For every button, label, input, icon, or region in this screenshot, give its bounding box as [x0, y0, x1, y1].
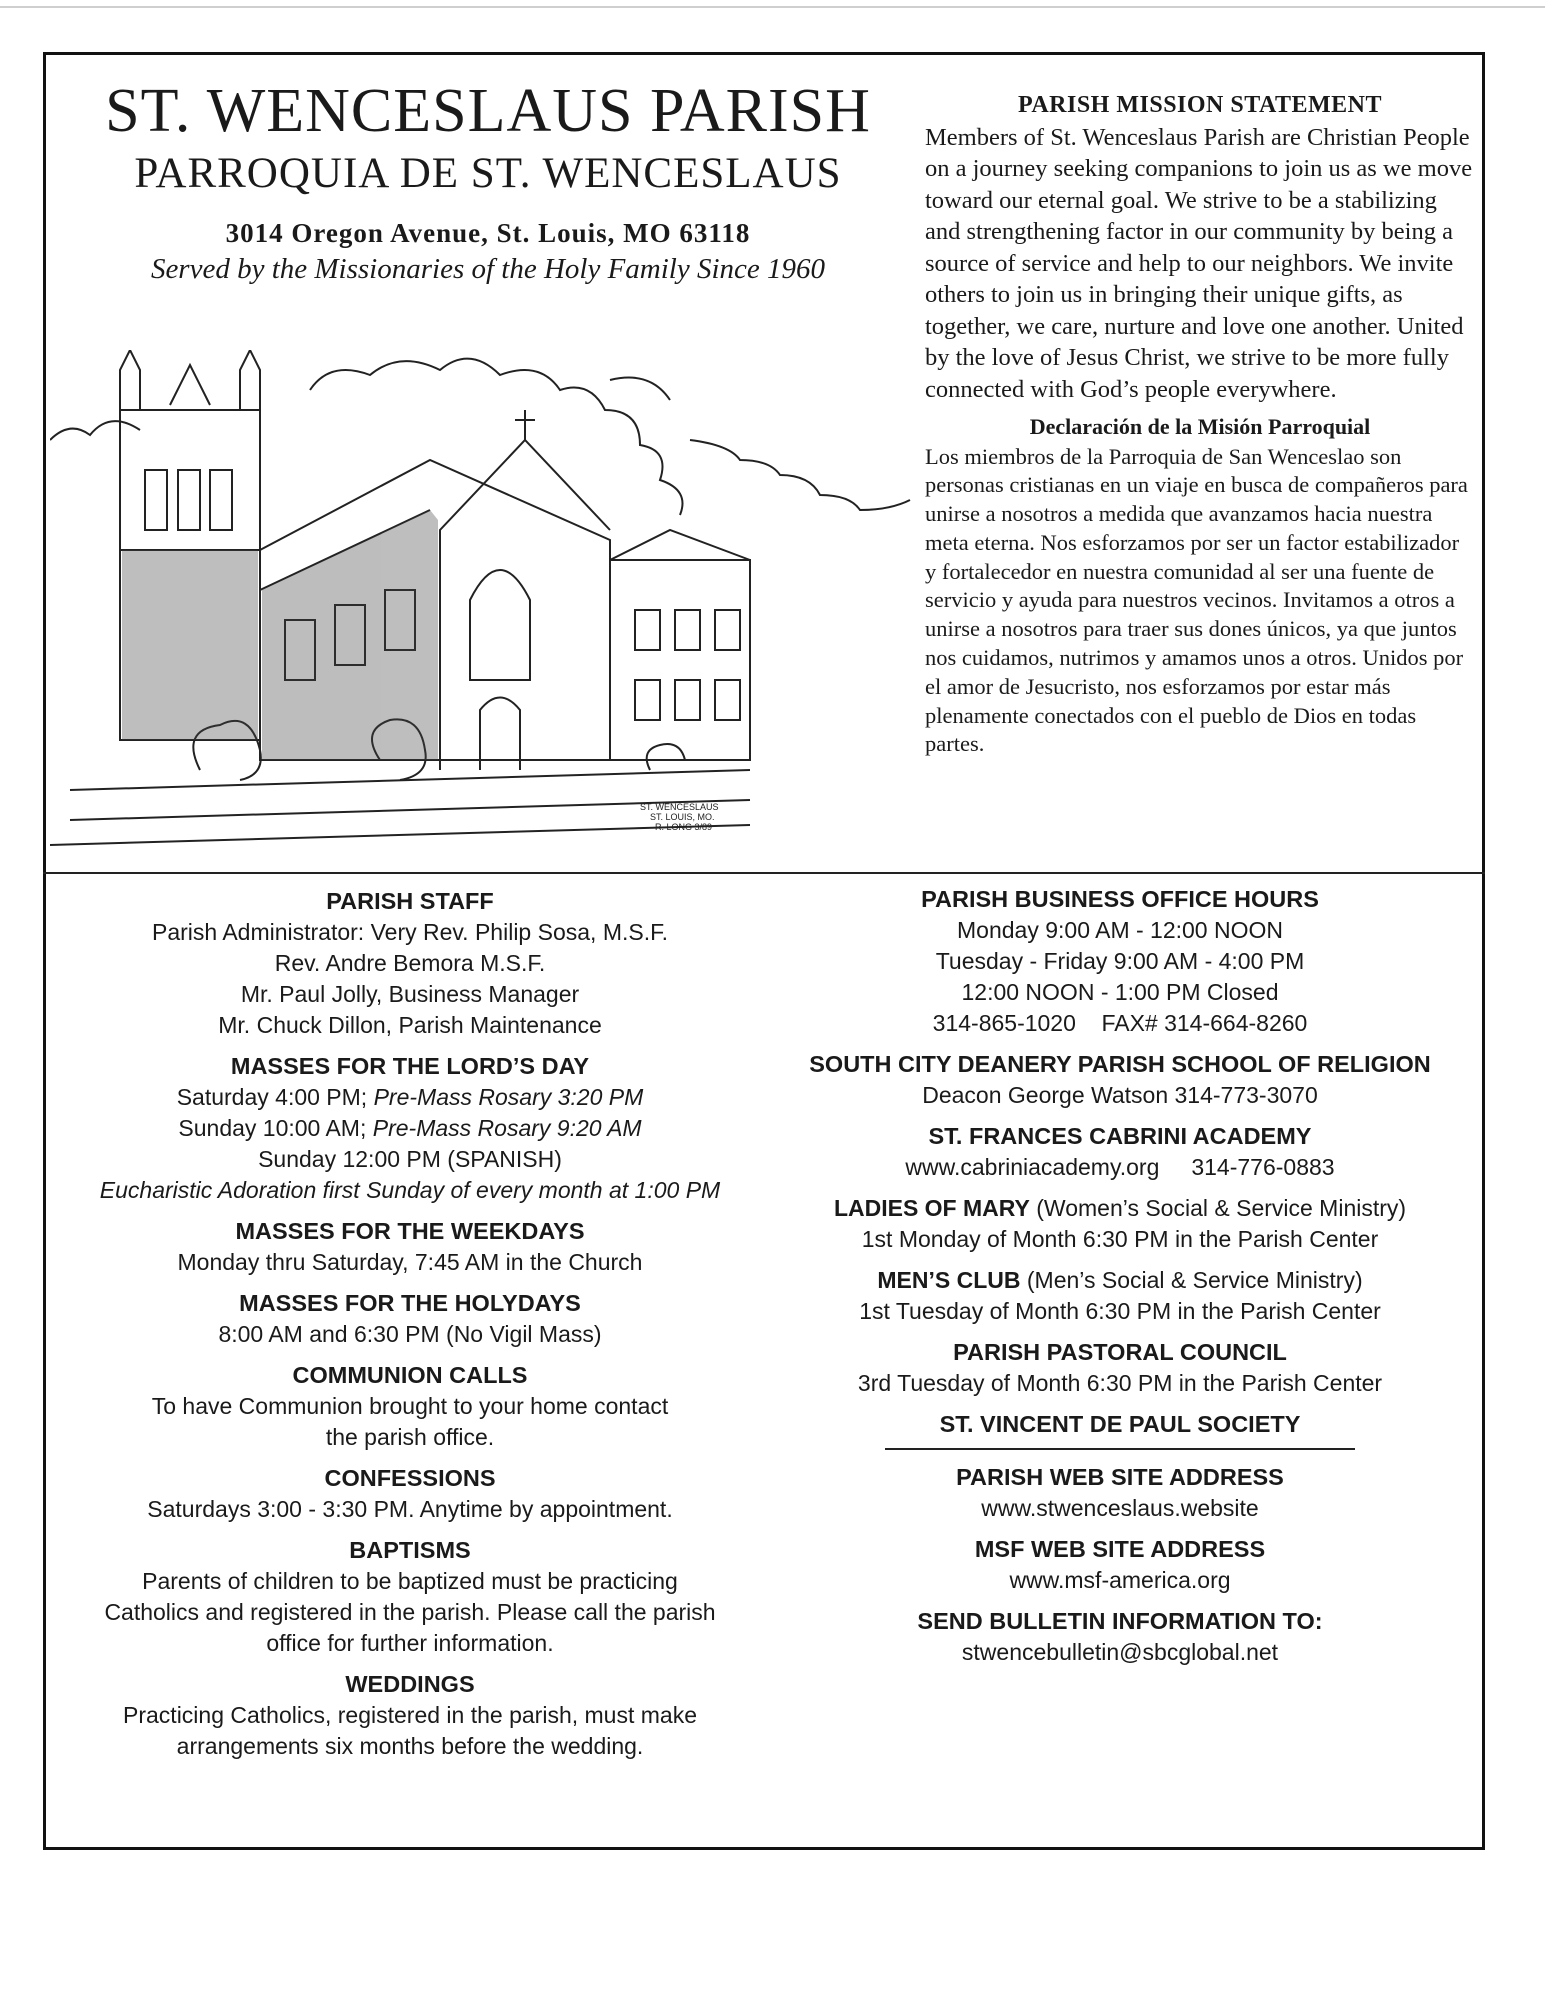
mens-club-section: [765, 1265, 1475, 1327]
confessions-line: Saturdays 3:00 - 3:30 PM. Anytime by appointment.: [147, 1496, 673, 1522]
svdp-section: [765, 1409, 1475, 1440]
section-title: MASSES FOR THE HOLYDAYS: [239, 1290, 581, 1316]
section-title: ST. FRANCES CABRINI ACADEMY: [928, 1123, 1312, 1149]
baptisms-line: office for further information.: [266, 1630, 554, 1656]
weddings-line: arrangements six months before the wedding.: [176, 1733, 644, 1759]
bulletin-info-section: [765, 1606, 1475, 1668]
mission-text: Members of St. Wenceslaus Parish are Christian People on a journey seeking companions to join us as we move toward our eternal goal. We strive to be a stabilizing and strengthening factor in our community by being a source of service and help to our neighbors. We invite others to join us in bringing their unique gifts, as together, we care, nurture and love one another. United by the love of Jesus Christ, we strive to be more fully connected with God’s people everywhere.: [925, 123, 1473, 403]
mission-title: PARISH MISSION STATEMENT: [1017, 92, 1383, 118]
ladies-meeting-line: 1st Monday of Month 6:30 PM in the Parish Center: [861, 1226, 1379, 1252]
communion-line: the parish office.: [325, 1424, 495, 1450]
section-title: MEN’S CLUB: [877, 1267, 1021, 1293]
ladies-of-mary-section: [765, 1193, 1475, 1255]
section-title: PARISH STAFF: [326, 888, 494, 914]
page-top-edge: [0, 6, 1545, 8]
parish-website-link[interactable]: www.stwenceslaus.website: [981, 1495, 1259, 1521]
staff-line: Mr. Paul Jolly, Business Manager: [240, 981, 580, 1007]
section-title: MASSES FOR THE LORD’S DAY: [230, 1053, 590, 1079]
artist-signature-line-3: R. LONG 3/89: [655, 822, 713, 832]
section-title: MASSES FOR THE WEEKDAYS: [235, 1218, 585, 1244]
mens-meeting-line: 1st Tuesday of Month 6:30 PM in the Parish Center: [859, 1298, 1381, 1324]
holyday-masses-section: [50, 1288, 770, 1350]
saturday-mass-time: Saturday 4:00 PM;: [176, 1084, 374, 1110]
staff-line: Rev. Andre Bemora M.S.F.: [274, 950, 546, 976]
sunday-mass-time: Sunday 10:00 AM;: [178, 1115, 373, 1141]
mens-description: (Men’s Social & Service Ministry): [1020, 1267, 1363, 1293]
mission-text-spanish: Los miembros de la Parroquia de San Wenceslao son personas cristianas en un viaje en busca de compañeros para unirse a nosotros a medida que avanzamos hacia nuestra meta eterna. Nos esforzamos por ser un factor estabilizador y fortalecedor en nuestra comunidad al ser una fuente de servicio y ayuda para nuestros vecinos. Invitamos a otros a unirse a nosotros para traer sus dones únicos, ya que juntos nos cuidamos, nutrimos y amamos unos a otros. Unidos por el amor de Jesucristo, nos esforzamos por estar más plenamente conectados con el pueblo de Dios en todas partes.: [925, 443, 1468, 757]
office-phone: 314-865-1020: [932, 1010, 1076, 1036]
communion-calls-section: [50, 1360, 770, 1453]
mission-title-spanish: Declaración de la Misión Parroquial: [1029, 414, 1371, 439]
cabrini-contact-line: [765, 1152, 1475, 1183]
saturday-rosary: Pre-Mass Rosary 3:20 PM: [373, 1084, 644, 1110]
baptisms-line: Catholics and registered in the parish. Please call the parish: [104, 1599, 716, 1625]
sunday-mass-line: [50, 1113, 770, 1144]
parish-header: [58, 76, 918, 286]
weekday-mass-line: Monday thru Saturday, 7:45 AM in the Church: [177, 1249, 643, 1275]
section-title: PARISH BUSINESS OFFICE HOURS: [921, 886, 1319, 912]
msf-website-link[interactable]: www.msf-america.org: [1009, 1567, 1231, 1593]
saturday-mass-line: [50, 1082, 770, 1113]
staff-line: Mr. Chuck Dillon, Parish Maintenance: [218, 1012, 602, 1038]
cabrini-url-link[interactable]: www.cabriniacademy.org: [905, 1154, 1160, 1180]
office-fax: FAX# 314-664-8260: [1101, 1010, 1308, 1036]
office-hours-section: [765, 884, 1475, 1039]
office-hours-line: 12:00 NOON - 1:00 PM Closed: [961, 979, 1279, 1005]
baptisms-line: Parents of children to be baptized must be practicing: [142, 1568, 678, 1594]
staff-line: Parish Administrator: Very Rev. Philip Sosa, M.S.F.: [152, 919, 668, 945]
parish-title: ST. WENCESLAUS PARISH: [105, 77, 871, 145]
weddings-line: Practicing Catholics, registered in the parish, must make: [123, 1702, 697, 1728]
ladies-title-line: [765, 1193, 1475, 1224]
left-info-column: [50, 886, 770, 1772]
cabrini-academy-section: [765, 1121, 1475, 1183]
section-title: COMMUNION CALLS: [292, 1362, 528, 1388]
parish-address: 3014 Oregon Avenue, St. Louis, MO 63118: [225, 218, 751, 248]
section-title: PARISH PASTORAL COUNCIL: [953, 1339, 1287, 1365]
communion-line: To have Communion brought to your home contact: [151, 1393, 669, 1419]
section-divider: [43, 872, 1485, 874]
spanish-mass-line: Sunday 12:00 PM (SPANISH): [258, 1146, 562, 1172]
cabrini-phone: 314-776-0883: [1191, 1154, 1335, 1180]
baptisms-section: [50, 1535, 770, 1659]
weddings-section: [50, 1669, 770, 1762]
section-title: WEDDINGS: [345, 1671, 475, 1697]
church-drawing: [50, 350, 920, 850]
confessions-section: [50, 1463, 770, 1525]
adoration-line: Eucharistic Adoration first Sunday of every month at 1:00 PM: [99, 1177, 721, 1203]
office-contact-line: [765, 1008, 1475, 1039]
section-title: MSF WEB SITE ADDRESS: [974, 1536, 1266, 1562]
right-column-rule: [885, 1448, 1355, 1450]
section-title: CONFESSIONS: [324, 1465, 496, 1491]
msf-website-section: [765, 1534, 1475, 1596]
section-title: ST. VINCENT DE PAUL SOCIETY: [939, 1411, 1301, 1437]
office-hours-line: Tuesday - Friday 9:00 AM - 4:00 PM: [935, 948, 1305, 974]
section-title: SOUTH CITY DEANERY PARISH SCHOOL OF RELIGION: [809, 1051, 1431, 1077]
weekday-masses-section: [50, 1216, 770, 1278]
council-meeting-line: 3rd Tuesday of Month 6:30 PM in the Parish Center: [857, 1370, 1383, 1396]
sunday-rosary: Pre-Mass Rosary 9:20 AM: [372, 1115, 642, 1141]
served-by-line: Served by the Missionaries of the Holy Family Since 1960: [150, 253, 826, 285]
parish-website-section: [765, 1462, 1475, 1524]
lords-day-masses-section: [50, 1051, 770, 1206]
psr-contact-line: Deacon George Watson 314-773-3070: [922, 1082, 1318, 1108]
mens-title-line: [765, 1265, 1475, 1296]
artist-signature-line-1: ST. WENCESLAUS: [640, 802, 719, 812]
office-hours-line: Monday 9:00 AM - 12:00 NOON: [957, 917, 1283, 943]
section-title: LADIES OF MARY: [833, 1195, 1030, 1221]
parish-staff-section: [50, 886, 770, 1041]
school-of-religion-section: [765, 1049, 1475, 1111]
ladies-description: (Women’s Social & Service Ministry): [1029, 1195, 1407, 1221]
mission-statement: [925, 90, 1475, 759]
pastoral-council-section: [765, 1337, 1475, 1399]
artist-signature-line-2: ST. LOUIS, MO.: [650, 812, 715, 822]
parish-title-spanish: PARROQUIA DE ST. WENCESLAUS: [134, 150, 842, 197]
bulletin-email-link[interactable]: stwencebulletin@sbcglobal.net: [961, 1639, 1279, 1665]
section-title: BAPTISMS: [349, 1537, 471, 1563]
section-title: SEND BULLETIN INFORMATION TO:: [917, 1608, 1323, 1634]
holyday-mass-line: 8:00 AM and 6:30 PM (No Vigil Mass): [218, 1321, 602, 1347]
section-title: PARISH WEB SITE ADDRESS: [956, 1464, 1284, 1490]
right-info-column: [765, 884, 1475, 1678]
